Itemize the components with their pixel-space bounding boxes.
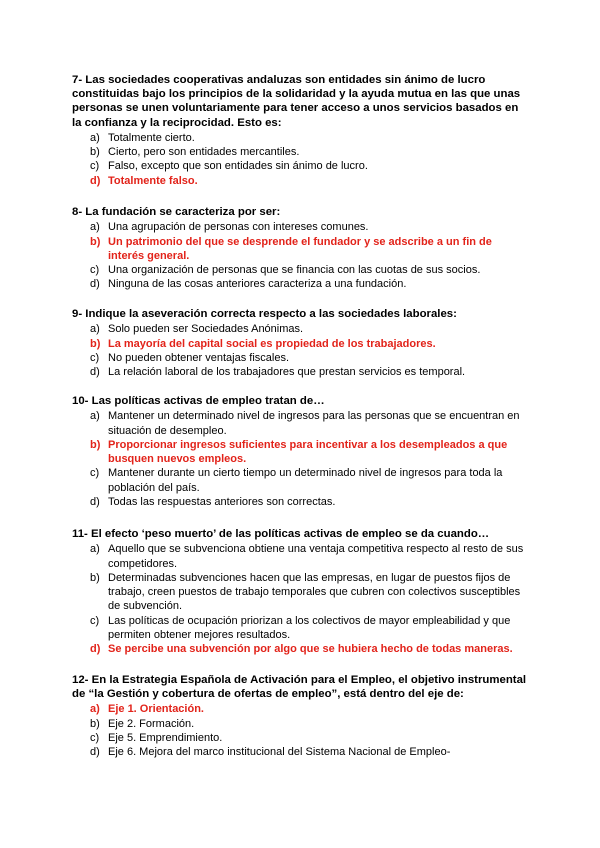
option-text: Una organización de personas que se financia con las cuotas de sus socios. xyxy=(108,264,481,277)
question-text: 10- Las políticas activas de empleo tratan de… xyxy=(72,395,325,407)
option-text: La mayoría del capital social es propiedad de los trabajadores. xyxy=(108,337,436,350)
option-text: Solo pueden ser Sociedades Anónimas. xyxy=(108,323,304,336)
question-text: 11- El efecto ‘peso muerto’ de las políticas activas de empleo se da cuando… xyxy=(72,528,490,540)
option-b xyxy=(72,717,528,731)
option-text: Ninguna de las cosas anteriores caracteriza a una fundación. xyxy=(108,278,407,291)
option-letter: a) xyxy=(90,323,100,336)
option-b xyxy=(72,145,528,159)
question-text: 8- La fundación se caracteriza por ser: xyxy=(72,206,281,218)
option-letter: c) xyxy=(90,160,100,173)
option-text: Eje 1. Orientación. xyxy=(108,703,204,716)
option-text: Todas las respuestas anteriores son correctas. xyxy=(108,495,336,508)
option-letter: d) xyxy=(90,278,100,291)
option-letter: d) xyxy=(90,174,101,187)
question-7 xyxy=(72,73,528,188)
option-b xyxy=(72,337,528,351)
option-a xyxy=(72,322,528,336)
option-text: Totalmente falso. xyxy=(108,174,198,187)
option-a xyxy=(72,131,528,145)
question-8 xyxy=(72,205,528,292)
option-text: Eje 2. Formación. xyxy=(108,717,195,730)
question-10 xyxy=(72,394,528,509)
option-d xyxy=(72,277,528,291)
option-text: Las políticas de ocupación priorizan a los colectivos de mayor empleabilidad y que permiten obtener mejores resultados. xyxy=(108,614,511,641)
option-text: Determinadas subvenciones hacen que las empresas, en lugar de puestos fijos de trabajo, creen puestos de trabajo temporales que cubren con colectivos susceptibles de subvención. xyxy=(108,571,521,613)
option-text: Proporcionar ingresos suficientes para incentivar a los desempleados a que busquen nuevos empleos. xyxy=(108,438,508,466)
option-letter: b) xyxy=(90,571,100,584)
option-d xyxy=(72,174,528,188)
option-letter: a) xyxy=(90,543,100,556)
option-text: Mantener un determinado nivel de ingresos para las personas que se encuentran en situación de desempleo. xyxy=(108,410,520,437)
option-text: Un patrimonio del que se desprende el fundador y se adscribe a un fin de interés general. xyxy=(108,235,492,262)
option-letter: a) xyxy=(90,410,100,423)
option-letter: d) xyxy=(90,366,100,379)
option-text: Totalmente cierto. xyxy=(108,131,195,144)
option-b xyxy=(72,571,528,614)
option-letter: a) xyxy=(90,131,100,144)
question-9 xyxy=(72,307,528,379)
option-d xyxy=(72,495,528,509)
option-letter: b) xyxy=(90,337,101,350)
option-c xyxy=(72,731,528,745)
option-letter: d) xyxy=(90,746,100,759)
option-letter: d) xyxy=(90,495,100,508)
option-text: La relación laboral de los trabajadores que prestan servicios es temporal. xyxy=(108,366,466,379)
option-d xyxy=(72,365,528,379)
option-d xyxy=(72,642,528,656)
option-letter: b) xyxy=(90,235,101,248)
option-d xyxy=(72,745,528,759)
option-letter: b) xyxy=(90,438,101,451)
option-letter: a) xyxy=(90,703,100,716)
option-text: Eje 6. Mejora del marco institucional del Sistema Nacional de Empleo- xyxy=(108,746,451,759)
option-letter: c) xyxy=(90,351,100,364)
option-a xyxy=(72,220,528,234)
option-letter: c) xyxy=(90,467,100,480)
option-letter: b) xyxy=(90,146,100,159)
option-text: Se percibe una subvención por algo que se hubiera hecho de todas maneras. xyxy=(108,643,513,656)
answer-options xyxy=(72,409,528,509)
answer-options xyxy=(72,702,528,759)
option-a xyxy=(72,542,528,571)
option-b xyxy=(72,235,528,264)
option-c xyxy=(72,159,528,173)
option-letter: c) xyxy=(90,614,100,627)
question-12 xyxy=(72,673,528,760)
option-text: Aquello que se subvenciona obtiene una ventaja competitiva respecto al resto de sus competidores. xyxy=(108,543,524,570)
option-letter: a) xyxy=(90,221,100,234)
option-c xyxy=(72,351,528,365)
question-text: 7- Las sociedades cooperativas andaluzas son entidades sin ánimo de lucro constituidas bajo los principios de la solidaridad y la ayuda mutua en las que unas personas se unen voluntariamente para tener acceso a unos servicios basados en la confianza y la reciprocidad. Esto es: xyxy=(72,74,521,129)
question-11 xyxy=(72,527,528,657)
answer-options xyxy=(72,220,528,291)
answer-options xyxy=(72,322,528,379)
option-c xyxy=(72,614,528,643)
option-b xyxy=(72,438,528,467)
option-text: Cierto, pero son entidades mercantiles. xyxy=(108,146,300,159)
option-text: Eje 5. Emprendimiento. xyxy=(108,732,223,744)
option-c xyxy=(72,263,528,277)
question-text: 9- Indique la aseveración correcta respecto a las sociedades laborales: xyxy=(72,308,457,320)
answer-options xyxy=(72,542,528,656)
option-text: Falso, excepto que son entidades sin ánimo de lucro. xyxy=(108,160,368,173)
answer-options xyxy=(72,131,528,188)
option-text: Mantener durante un cierto tiempo un determinado nivel de ingresos para toda la población del país. xyxy=(108,467,503,494)
option-letter: c) xyxy=(90,732,100,744)
option-a xyxy=(72,702,528,716)
option-a xyxy=(72,409,528,438)
option-c xyxy=(72,466,528,495)
option-text: No pueden obtener ventajas fiscales. xyxy=(108,351,290,364)
question-text: 12- En la Estrategia Española de Activación para el Empleo, el objetivo instrumental de “la Gestión y cobertura de ofertas de empleo”, está dentro del eje de: xyxy=(72,674,527,701)
option-letter: b) xyxy=(90,717,100,730)
option-text: Una agrupación de personas con intereses comunes. xyxy=(108,221,369,234)
option-letter: d) xyxy=(90,643,101,656)
option-letter: c) xyxy=(90,264,100,277)
